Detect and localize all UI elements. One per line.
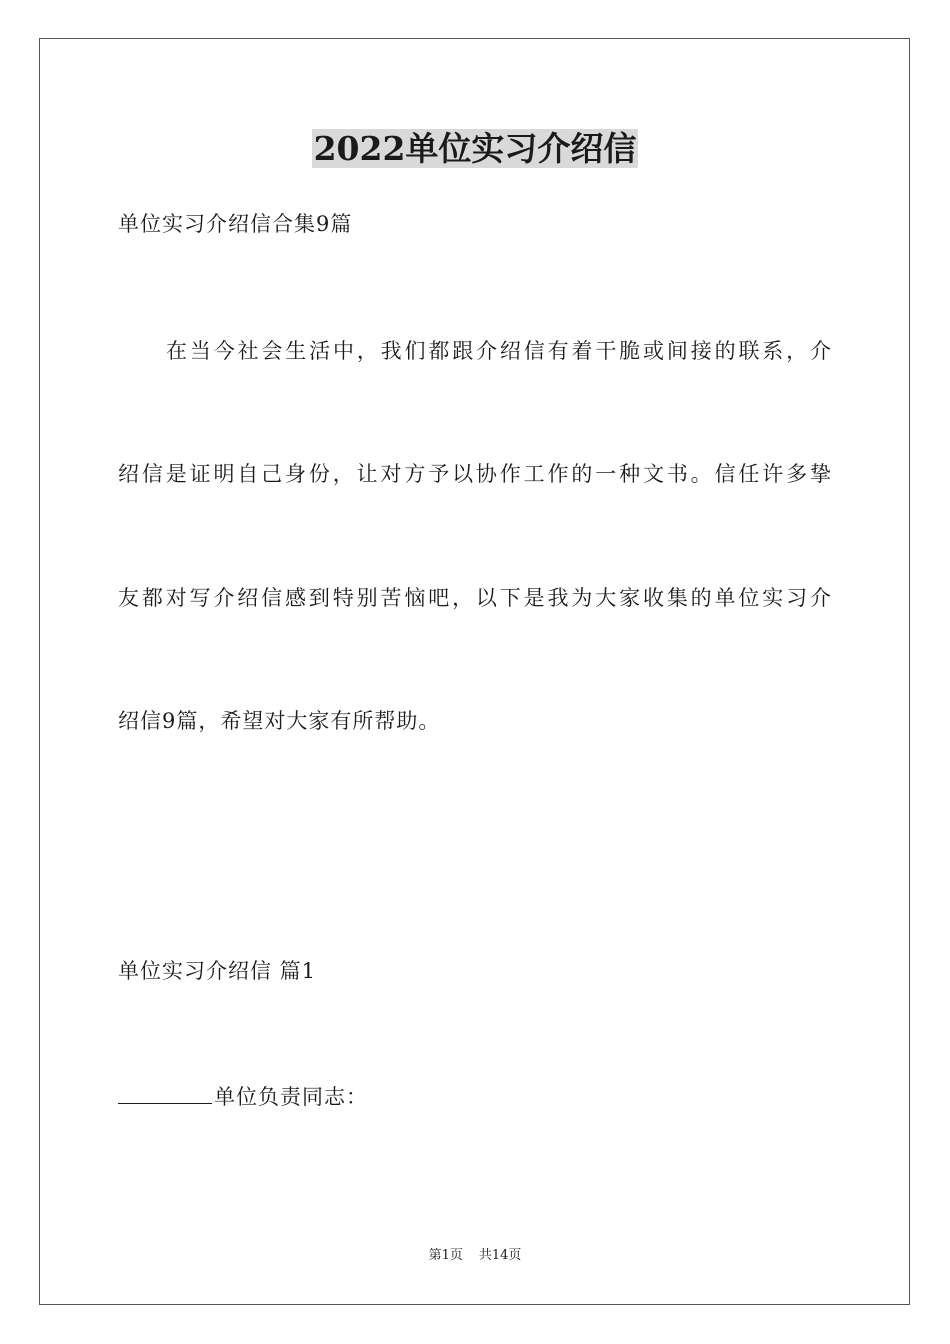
intro-paragraph-line: 绍信是证明自己身份，让对方予以协作工作的一种文书。信任许多挚 [118,462,831,486]
salutation-text: 单位负责同志： [214,1085,368,1109]
page-footer [0,1247,950,1265]
unit-name-blank [118,1081,212,1104]
intro-paragraph-line: 友都对写介绍信感到特别苦恼吧，以下是我为大家收集的单位实习介 [118,586,831,610]
document-title [0,128,950,170]
intro-paragraph-line: 在当今社会生活中，我们都跟介绍信有着干脆或间接的联系，介 [166,339,831,363]
salutation-line [118,1081,368,1112]
section-heading: 单位实习介绍信 篇1 [118,959,317,983]
page-number: 第1页 [428,1248,463,1263]
page-total: 共14页 [478,1248,522,1263]
intro-paragraph-line: 绍信9篇，希望对大家有所帮助。 [118,709,441,733]
document-subtitle: 单位实习介绍信合集9篇 [118,212,353,236]
document-title-text: 2022单位实习介绍信 [313,129,637,168]
